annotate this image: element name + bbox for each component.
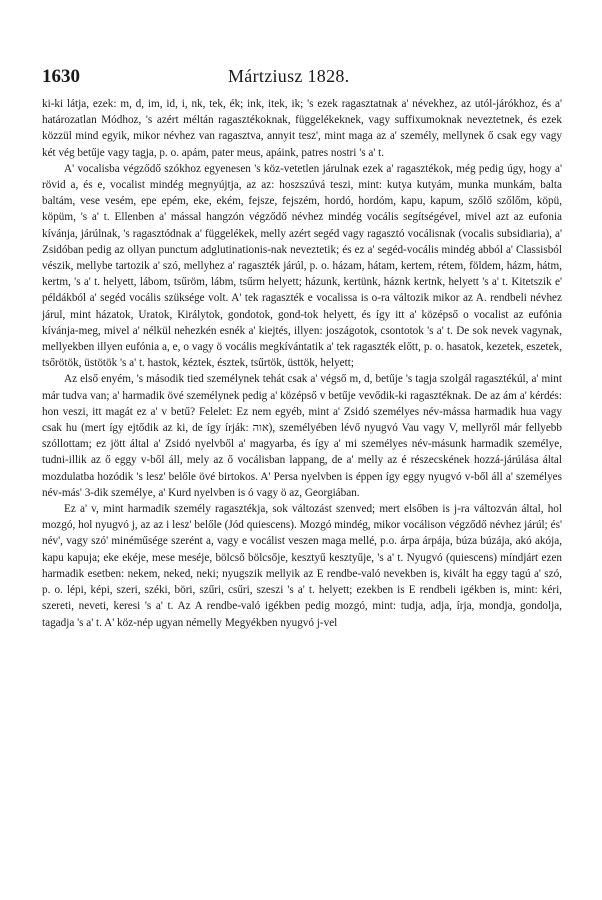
page-number: 1630 (42, 66, 80, 87)
paragraph-1: ki-ki látja, ezek: m, d, im, id, i, nk, tek, ék; ink, itek, ik; 's ezek ragasztatnak a' névekhez, az utól-járókhoz, és a' határozatlan Módhoz, 's azért méltán ragasztékoknak, függelékeknek, vagy suffixumoknak neveztetnek, és ezek közzül mind egyik, mikor névhez van ragasztva, annyit tesz', mint maga az a' személy, mellynek ő csak egy vagy két vég betűje vagy tagja, p. o. apám, pater meus, apáink, patres nostri 's a' t. (42, 98, 562, 159)
body-text (42, 96, 562, 631)
running-head-title: Mártziusz 1828. (228, 66, 350, 86)
page-header (42, 66, 562, 90)
paragraph-2: A' vocalisba végződő szókhoz egyenesen 's köz-vetetlen járulnak ezek a' ragasztékok, még pedig úgy, hogy a' rövid a, és e, vocalist mindég megnyújtja, az az: hoszszúvá teszi, mint: kutya kutyám, munka munkám, balta baltám, vese vesém, epe epém, eke, ekém, fejsze, fejszém, hordó, hordóm, kapu, kapum, szőlő szőlőm, köpü, köpüm, 's a' t. Ellenben a' mással hangzón végződő névhez mindég vocális segítségével, mivel azt az eufonia kívánja, járúlnak, 's ragasztódnak a' függelékek, melly azért segéd vagy ragasztó vocálisnak (vocalis subsidiaria), a' Zsidóban pedig az ollyan punctum adglutinationis-nak neveztetik; és ez a' segéd-vocális mindég abból a' Classisból vészik, mellybe tartozik a' szó, mellyhez a' ragaszték járúl, p. o. házam, hátam, kertem, rétem, földem, házm, hátm, kertm, 's a' t. helyett, lábom, tsűröm, lábm, tsűrm helyett; házunk, kertünk, háznk kertnk, helyett 's a' t. Kitetszik e' példákból a' segéd vocális szüksége volt. A' tek ragaszték e vocalissa is o-ra változik mikor az A. rendbeli névhez járul, mint házatok, Uratok, Királytok, gondotok, gond-tok helyett, és így itt a' középső o vocalist az eufónia kívánja-meg, mivel a' nélkül nehezkén esnék a' kiejtés, illyen: joszágotok, csontotok 's a' t. De sok nevek vagynak, mellyekben illyen eufónia a, e, o vagy ö vocális megkívántatik a' tek ragaszték előtt, p. o. hasatok, kezetek, eszetek, tsőrötök, üstötök 's a' t. hastok, kéztek, észtek, tsűrtök, üsttök, helyett; (42, 162, 562, 370)
paragraph-4: Ez a' v, mint harmadik személy ragasztékja, sok változást szenved; mert elsőben is j-ra változván által, hol mozgó, hol nyugvó j, az az i lesz' belőle (Jód quiescens). Mozgó mindég, mikor vocálison végződő névhez járúl; és' név', vagy szó' minéműsége szerént a, vagy e vocálist veszen maga mellé, p.o. árpa árpája, búza búzája, akó akója, kapu kapuja; eke ekéje, mese meséje, bölcső bölcsője, kesztyű kesztyűje, 's a' t. Nyugvó (quiescens) míndjárt ezen harmadik esetben: nekem, neked, neki; nyugszik mellyik az E rendbe-való nevekben is, kivált ha eggy tagú a' szó, p. o. lépi, képi, szeri, széki, böri, szűri, csűri, szeszi 's a' t. helyett; ezekben is E rendbeli igékben is, mint: kéri, szereti, neveti, keresi 's a' t. Az A rendbe-való igékben pedig mozgó, mint: tudja, adja, írja, mondja, gondolja, tagadja 's a' t. A' köz-nép ugyan némelly Megyékben nyugvó j-vel (42, 503, 562, 629)
paragraph-3: Az első enyém, 's második tied személynek tehát csak a' végső m, d, betűje 's tagja szolgál ragasztékúl, a' mint már tudva van; a' harmadik övé személynek pedig a' középső v betűje vevődik-ki ragasztéknak. De az ám a' kérdés: hon veszi, itt magát ez a' v betű? Felelet: Ez nem egyéb, mint a' Zsidó személyes név-mássa harmadik hua vagy csak hu (mert így ejtődik az ki, de így írják: אוה), személyében lévő nyugvó Vau vagy V, mellyről már fellyebb szóllottam; ez jött által a' Zsidó nyelvből a' magyarba, és így a' mi személyes név-másunk harmadik személye, tudni-illik az ő eggy v-ből áll, mely az ő vocálisban lappang, de a' melly az é részecskének hozzá-járúlása által mozdulatba hozódik 's lesz' belőle övé birtokos. A' Persa nyelvben is éppen így eggy nyugvó v-ből áll a' személyes név-más' 3-dik személye, a' Kurd nyelvben is ó vagy ö az, Georgiában. (42, 373, 562, 499)
